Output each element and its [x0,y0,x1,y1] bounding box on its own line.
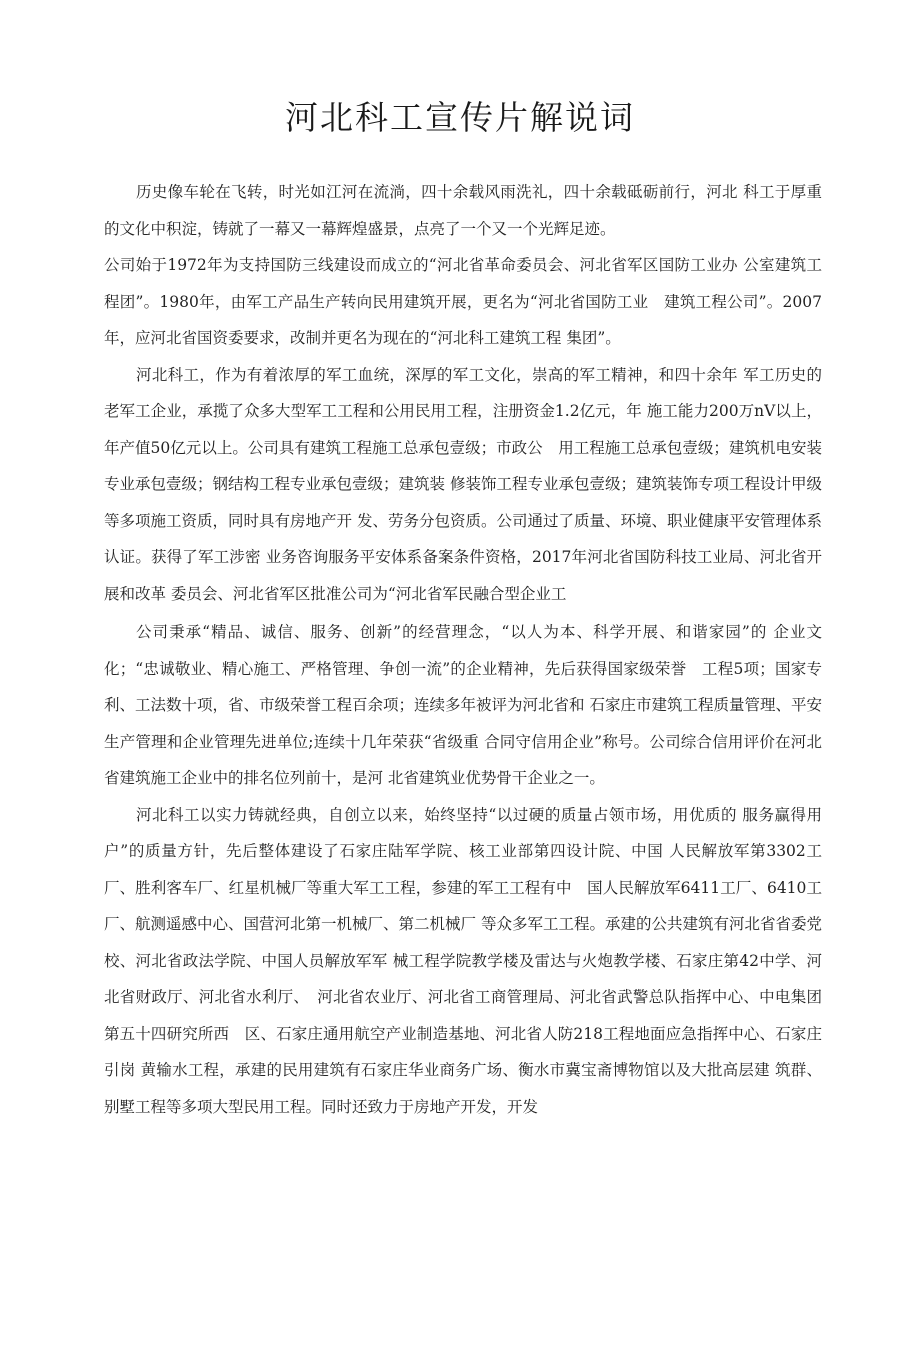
paragraph-culture: 公司秉承“精品、诚信、服务、创新”的经营理念，“以人为本、科学开展、和谐家园”的 企业文化；“忠诚敬业、精心施工、严格管理、争创一流”的企业精神，先后获得国家级荣誉 工程5项；国家专利、工法数十项，省、市级荣誉工程百余项；连续多年被评为河北省和 石家庄市建筑工程质量管理、平安生产管理和企业管理先进单位;连续十几年荣获“省级重 合同守信用企业”称号。公司综合信用评价在河北省建筑施工企业中的排名位列前十，是河 北省建筑业优势骨干企业之一。 [104,623,822,787]
document-title: 河北科工宣传片解说词 [285,98,635,137]
paragraph-history: 公司始于1972年为支持国防三线建设而成立的“河北省革命委员会、河北省军区国防工业办 公室建筑工程团”。1980年，由军工产品生产转向民用建筑开展，更名为“河北省国防工业 建筑工程公司”。2007年，应河北省国资委要求，改制并更名为现在的“河北科工建筑工程 集团”。 [104,256,822,347]
paragraph-qualifications: 河北科工，作为有着浓厚的军工血统，深厚的军工文化，崇高的军工精神，和四十余年 军工历史的老军工企业，承揽了众多大型军工工程和公用民用工程，注册资金1.2亿元，年 施工能力200万nV以上，年产值50亿元以上。公司具有建筑工程施工总承包壹级；市政公 用工程施工总承包壹级；建筑机电安装专业承包壹级；钢结构工程专业承包壹级；建筑装 修装饰工程专业承包壹级；建筑装饰专项工程设计甲级等多项施工资质，同时具有房地产开 发、劳务分包资质。公司通过了质量、环境、职业健康平安管理体系认证。获得了军工涉密 业务咨询服务平安体系备案条件资格，2017年河北省国防科技工业局、河北省开展和改革 委员会、河北省军区批准公司为“河北省军民融合型企业工 [104,365,822,603]
document-body [104,174,822,1125]
paragraph-intro: 历史像车轮在飞转，时光如江河在流淌，四十余载风雨洗礼，四十余载砥砺前行，河北 科工于厚重的文化中积淀，铸就了一幕又一幕辉煌盛景，点亮了一个又一个光辉足迹。 [104,183,822,238]
paragraph-projects: 河北科工以实力铸就经典，自创立以来，始终坚持“以过硬的质量占领市场，用优质的 服务赢得用户”的质量方针，先后整体建设了石家庄陆军学院、核工业部第四设计院、中国 人民解放军第3302工厂、胜利客车厂、红星机械厂等重大军工工程，参建的军工工程有中 国人民解放军6411工厂、6410工厂、航测遥感中心、国营河北第一机械厂、第二机械厂 等众多军工工程。承建的公共建筑有河北省省委党校、河北省政法学院、中国人员解放军军 械工程学院教学楼及雷达与火炮教学楼、石家庄第42中学、河北省财政厅、河北省水利厅、 河北省农业厅、河北省工商管理局、河北省武警总队指挥中心、中电集团第五十四研究所西 区、石家庄通用航空产业制造基地、河北省人防218工程地面应急指挥中心、石家庄引岗 黄输水工程，承建的民用建筑有石家庄华业商务广场、衡水市冀宝斋博物馆以及大批高层建 筑群、别墅工程等多项大型民用工程。同时还致力于房地产开发，开发 [104,805,822,1116]
